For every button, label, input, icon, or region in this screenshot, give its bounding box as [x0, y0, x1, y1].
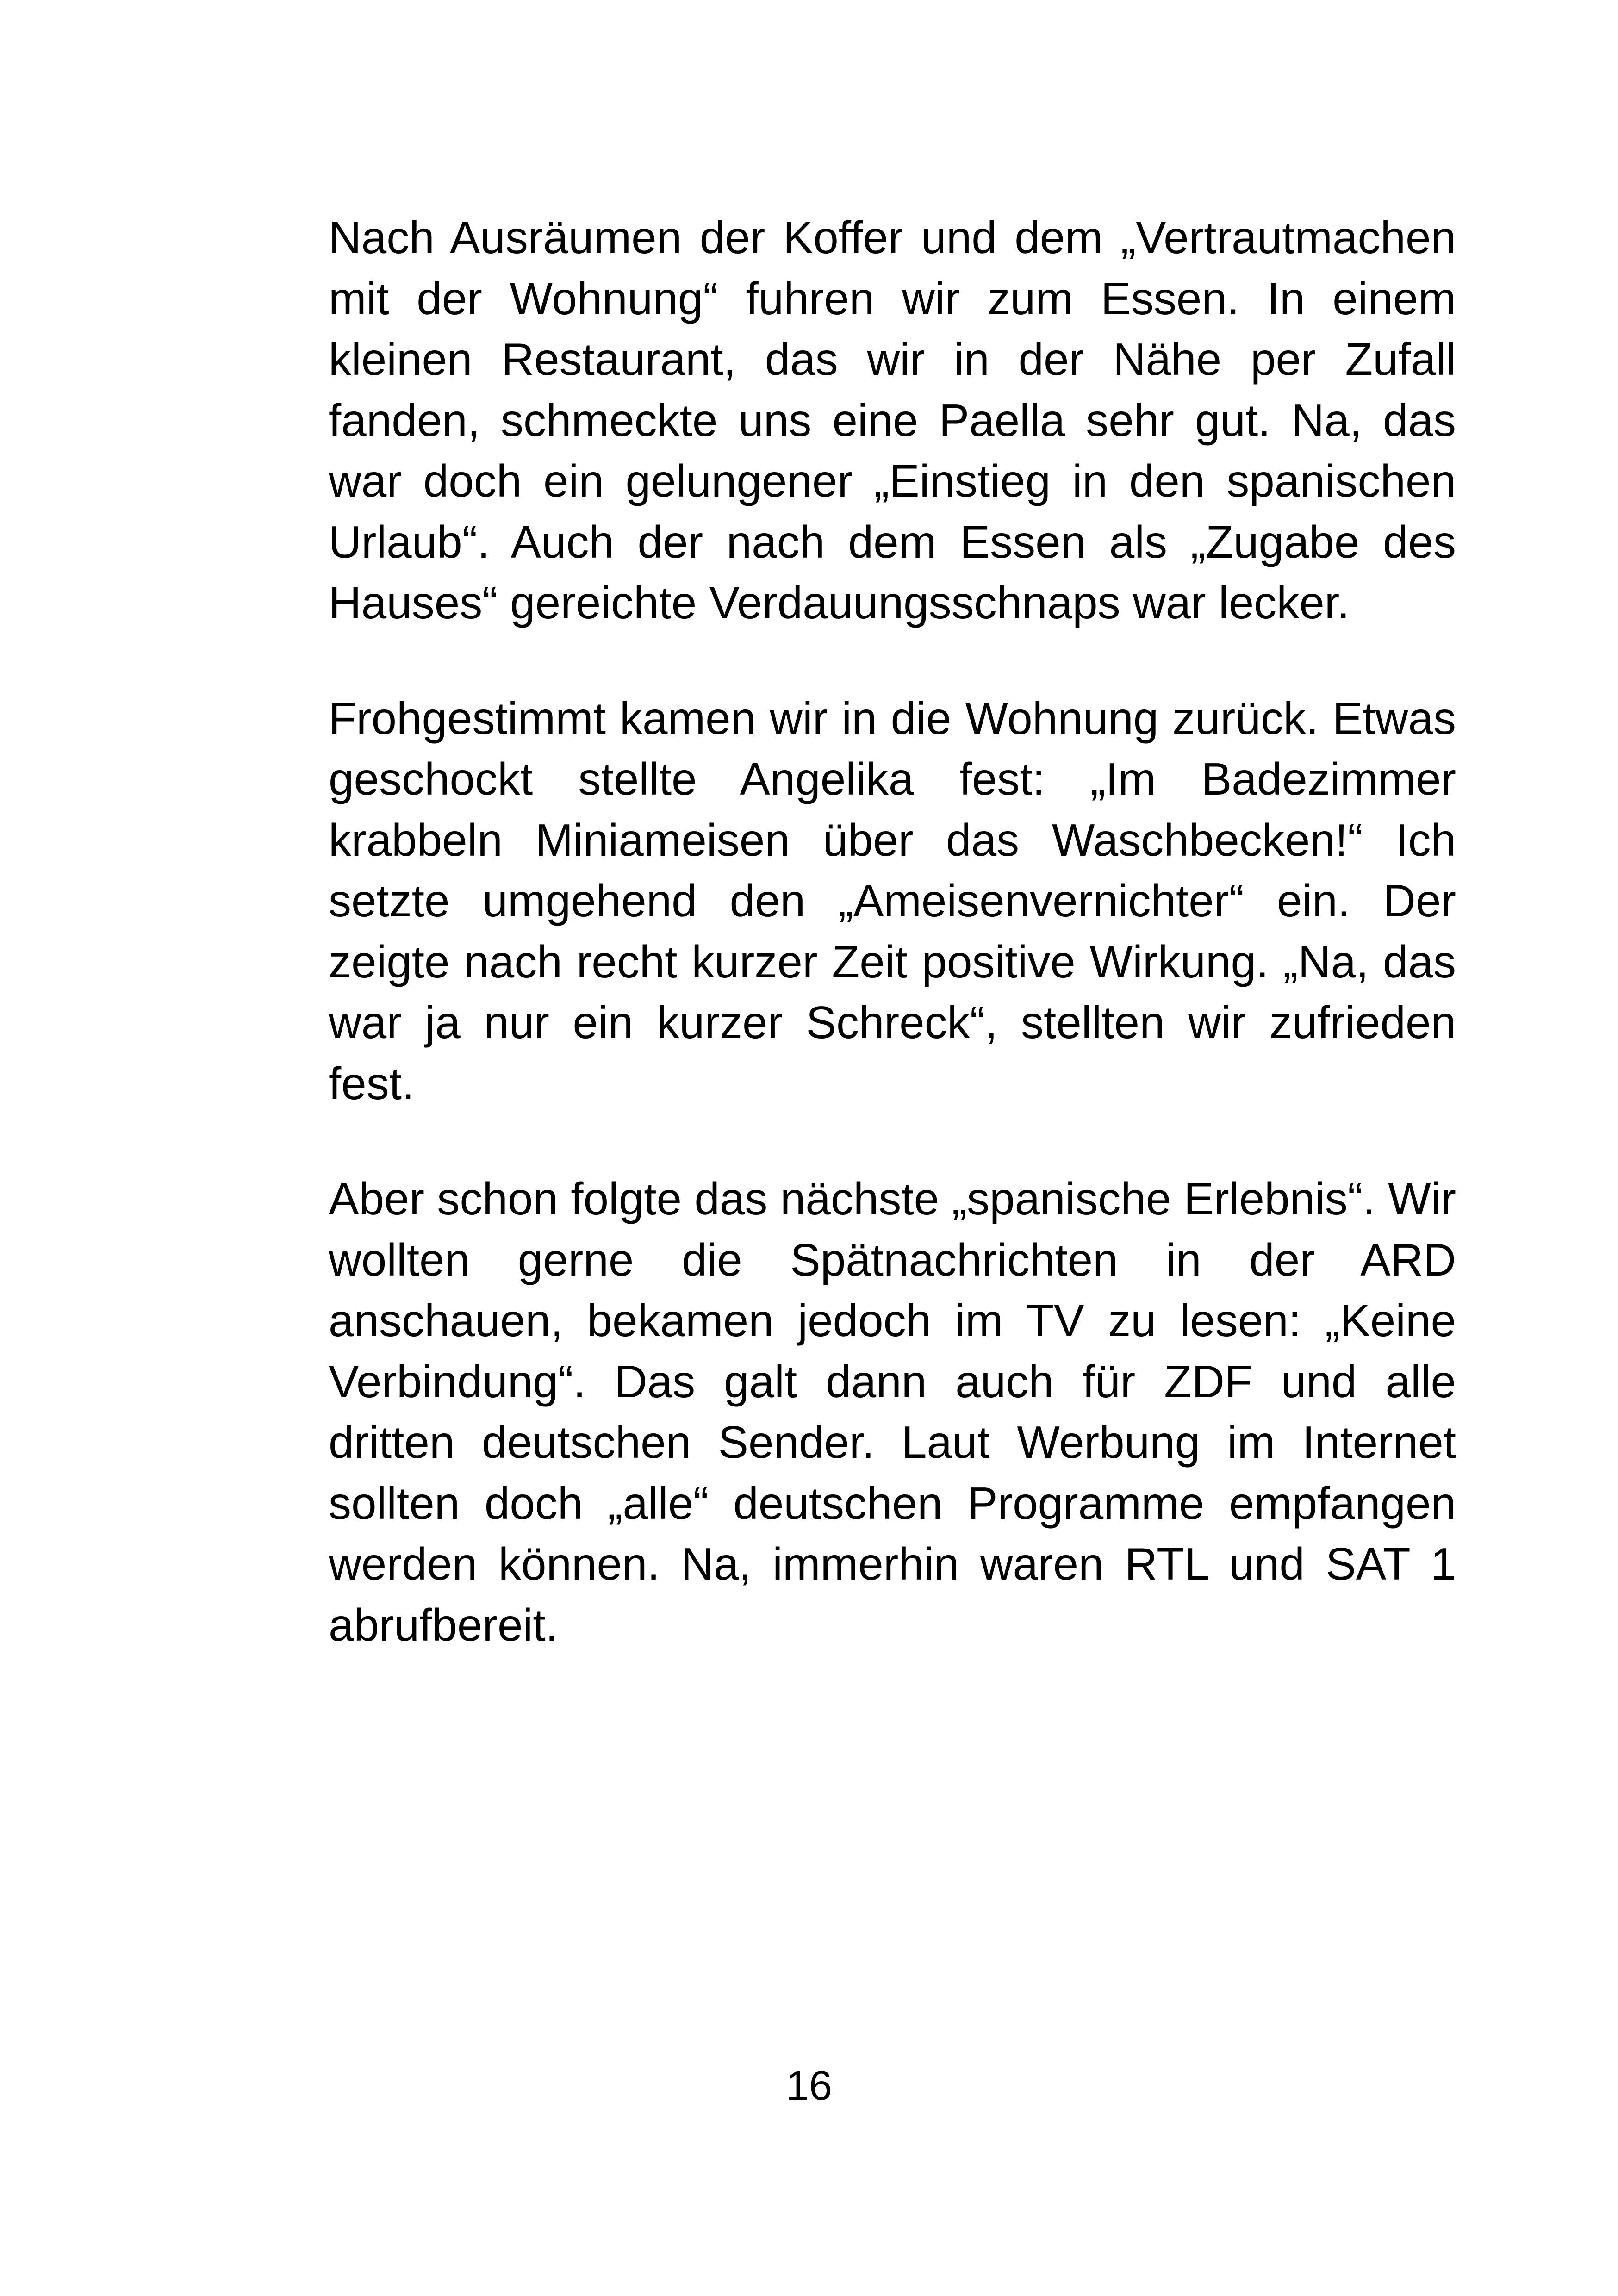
paragraph-2: Frohgestimmt kamen wir in die Wohnung zurück. Etwas geschockt stellte Angelika fest: „Im Badezimmer krabbeln Miniameisen über das Waschbecken!“ Ich setzte umgehend den „Ameisenvernichter“ ein. Der zeigte nach recht kurzer Zeit positive Wirkung. „Na, das war ja nur ein kurzer Schreck“, stellten wir zufrieden fest. — [329, 692, 1456, 1109]
paragraph-1: Nach Ausräumen der Koffer und dem „Vertrautmachen mit der Wohnung“ fuhren wir zum Essen. In einem kleinen Restaurant, das wir in der Nähe per Zufall fanden, schmeckte uns eine Paella sehr gut. Na, das war doch ein gelungener „Einstieg in den spanischen Urlaub“. Auch der nach dem Essen als „Zugabe des Hauses“ gereichte Verdauungsschnaps war lecker. — [329, 212, 1456, 628]
body-text — [329, 207, 1456, 1710]
page-number: 16 — [785, 2063, 833, 2109]
paragraph-3: Aber schon folgte das nächste „spanische Erlebnis“. Wir wollten gerne die Spätnachrichten in der ARD anschauen, bekamen jedoch im TV zu lesen: „Keine Verbindung“. Das galt dann auch für ZDF und alle dritten deutschen Sender. Laut Werbung im Internet sollten doch „alle“ deutschen Programme empfangen werden können. Na, immerhin waren RTL und SAT 1 abrufbereit. — [329, 1173, 1456, 1650]
